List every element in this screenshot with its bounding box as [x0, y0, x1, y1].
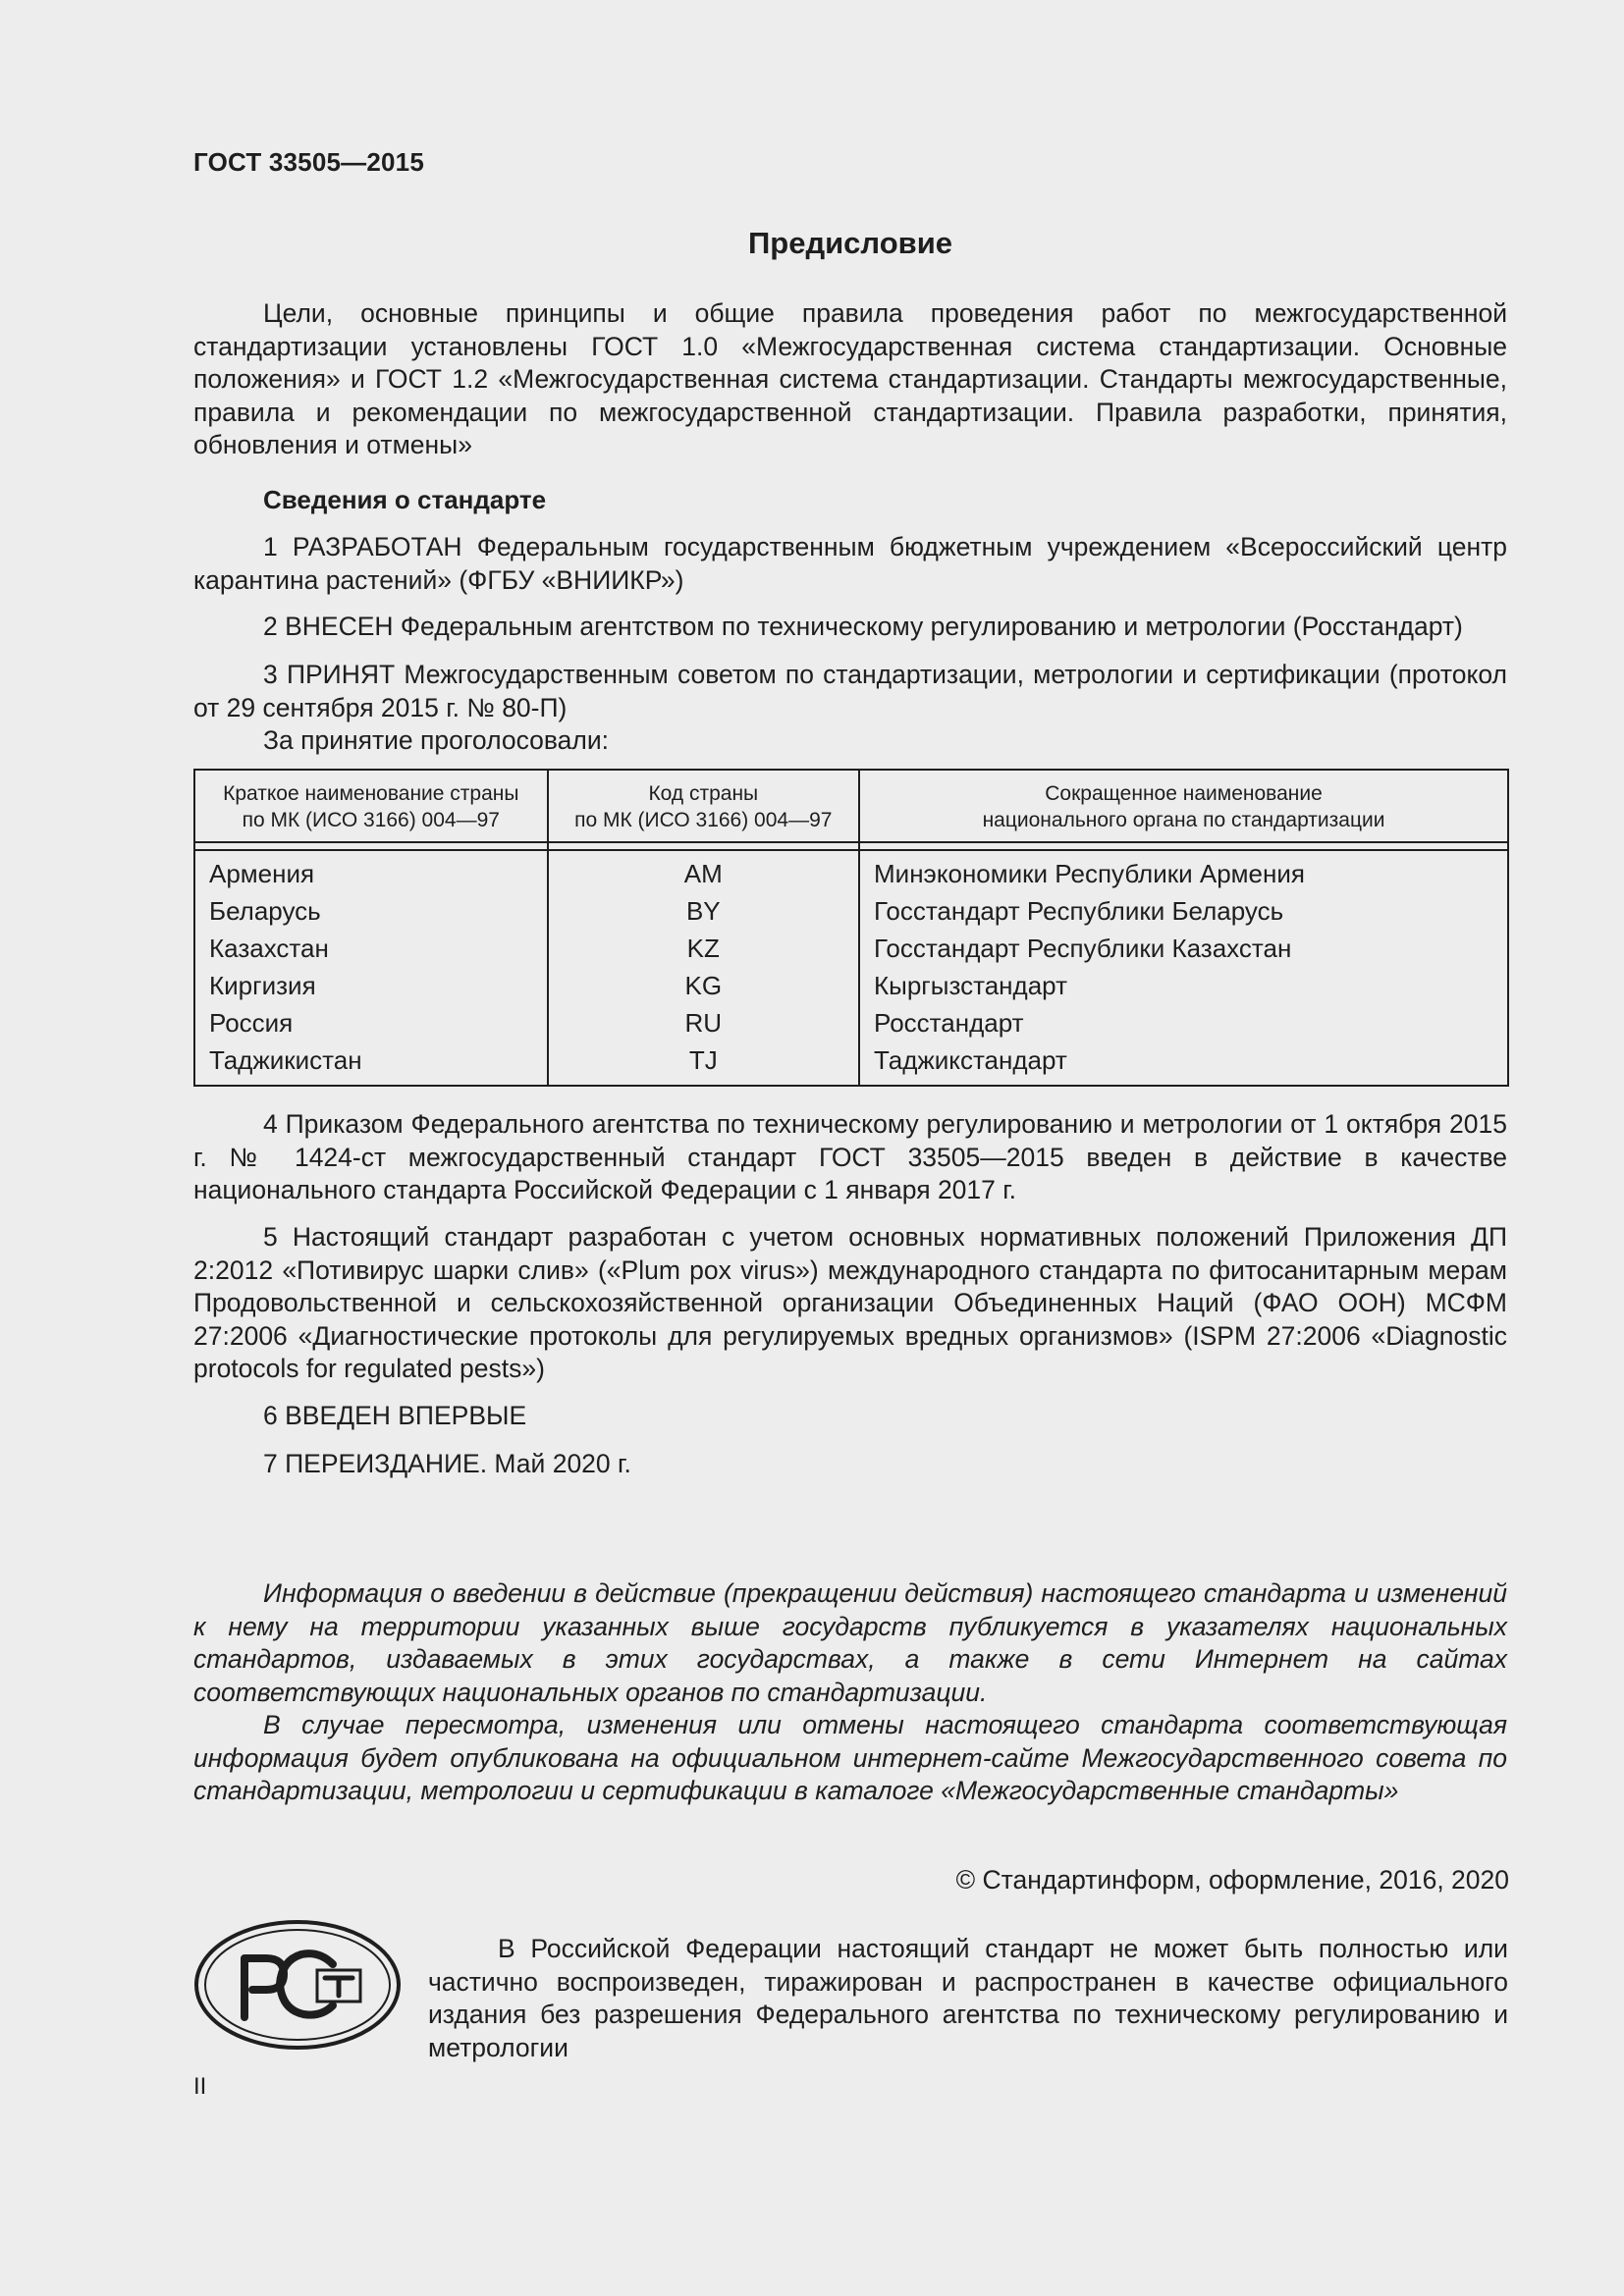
header-code: Код страны по МК (ИСО 3166) 004—97 — [548, 770, 859, 842]
table-row — [194, 892, 1508, 930]
cell-body: Росстандарт — [859, 1004, 1508, 1041]
cell-body: Госстандарт Республики Беларусь — [859, 892, 1508, 930]
intro-paragraph — [193, 297, 1507, 462]
copyright-line: © Стандартинформ, оформление, 2016, 2020 — [955, 1865, 1509, 1895]
cell-country: Россия — [194, 1004, 548, 1041]
cell-code: TJ — [548, 1041, 859, 1086]
reproduction-notice — [428, 1933, 1508, 2064]
info-heading-block — [193, 484, 1507, 517]
cell-country: Казахстан — [194, 930, 548, 967]
table-row — [194, 967, 1508, 1004]
item-5-text: 5 Настоящий стандарт разработан с учетом основных нормативных положений Приложения ДП 2:2012 «Потивирус шарки слив» («Plum pox virus») международного стандарта по фитосанитарным мерам Продовольственной и сельскохозяйственной организации Объединенных Наций (ФАО ООН) МСФМ 27:2006 «Диагностические протоколы для регулируемых вредных организмов» (ISPM 27:2006 «Diagnostic protocols for regulated pests») — [193, 1222, 1507, 1383]
item-2-text: 2 ВНЕСЕН Федеральным агентством по техническому регулированию и метрологии (Росстандарт) — [263, 612, 1463, 641]
item-4-text: 4 Приказом Федерального агентства по техническому регулированию и метрологии от 1 октября 2015 г. № 1424-ст межгосударственный стандарт ГОСТ 33505—2015 введен в действие в качестве национального стандарта Российской Федерации с 1 января 2017 г. — [193, 1109, 1507, 1204]
document-id: ГОСТ 33505—2015 — [193, 147, 424, 177]
item-3-vote: За принятие проголосовали: — [263, 725, 610, 755]
page-number: II — [193, 2073, 207, 2100]
cell-body: Минэкономики Республики Армения — [859, 850, 1508, 892]
item-6-text: 6 ВВЕДЕН ВПЕРВЫЕ — [263, 1401, 527, 1430]
header-separator — [194, 842, 1508, 850]
item-3-text: 3 ПРИНЯТ Межгосударственным советом по стандартизации, метрологии и сертификации (протокол от 29 сентября 2015 г. № 80-П) — [193, 660, 1507, 722]
cell-code: KZ — [548, 930, 859, 967]
cell-body: Кыргызстандарт — [859, 967, 1508, 1004]
table-row — [194, 930, 1508, 967]
notice-paragraph-1: Информация о введении в действие (прекращении действия) настоящего стандарта и изменений к нему на территории указанных выше государств публикуется в указателях национальных стандартов, издаваемых в этих государствах, а также в сети Интернет на сайтах соответствующих национальных органов по стандартизации. — [193, 1578, 1507, 1707]
cell-body: Таджикстандарт — [859, 1041, 1508, 1086]
header-country: Краткое наименование страны по МК (ИСО 3166) 004—97 — [194, 770, 548, 842]
cell-country: Армения — [194, 850, 548, 892]
table-header-row — [194, 770, 1508, 842]
cell-code: AM — [548, 850, 859, 892]
cell-country: Беларусь — [194, 892, 548, 930]
table-row — [194, 1041, 1508, 1086]
reproduction-notice-text: В Российской Федерации настоящий стандарт не может быть полностью или частично воспроизведен, тиражирован и распространен в качестве официального издания без разрешения Федерального агентства по техническому регулированию и метрологии — [428, 1934, 1508, 2062]
notice-paragraph-2: В случае пересмотра, изменения или отмены настоящего стандарта соответствующая информация будет опубликована на официальном интернет-сайте Межгосударственного совета по стандартизации, метрологии и сертификации в каталоге «Межгосударственные стандарты» — [193, 1710, 1507, 1805]
cell-body: Госстандарт Республики Казахстан — [859, 930, 1508, 967]
cell-code: RU — [548, 1004, 859, 1041]
item-5 — [193, 1221, 1507, 1386]
item-4 — [193, 1108, 1507, 1207]
item-2 — [193, 611, 1507, 644]
notice-block — [193, 1577, 1507, 1808]
page-title: Предисловие — [747, 226, 952, 260]
item-6 — [193, 1400, 1507, 1433]
item-7 — [193, 1448, 1507, 1481]
item-1 — [193, 531, 1507, 597]
cell-country: Киргизия — [194, 967, 548, 1004]
intro-text: Цели, основные принципы и общие правила проведения работ по межгосударственной стандартизации установлены ГОСТ 1.0 «Межгосударственная система стандартизации. Основные положения» и ГОСТ 1.2 «Межгосударственная система стандартизации. Стандарты межгосударственные, правила и рекомендации по межгосударственной стандартизации. Правила разработки, принятия, обновления и отмены» — [193, 298, 1507, 459]
item-3 — [193, 659, 1507, 758]
table-row — [194, 1004, 1508, 1041]
cell-code: KG — [548, 967, 859, 1004]
header-body: Сокращенное наименование национального органа по стандартизации — [859, 770, 1508, 842]
item-7-text: 7 ПЕРЕИЗДАНИЕ. Май 2020 г. — [263, 1449, 631, 1478]
rst-logo-icon — [193, 1919, 402, 2051]
info-heading: Сведения о стандарте — [263, 485, 547, 514]
item-1-text: 1 РАЗРАБОТАН Федеральным государственным бюджетным учреждением «Всероссийский центр карантина растений» (ФГБУ «ВНИИКР») — [193, 532, 1507, 595]
voting-table — [193, 769, 1509, 1087]
table-row — [194, 850, 1508, 892]
cell-country: Таджикистан — [194, 1041, 548, 1086]
cell-code: BY — [548, 892, 859, 930]
